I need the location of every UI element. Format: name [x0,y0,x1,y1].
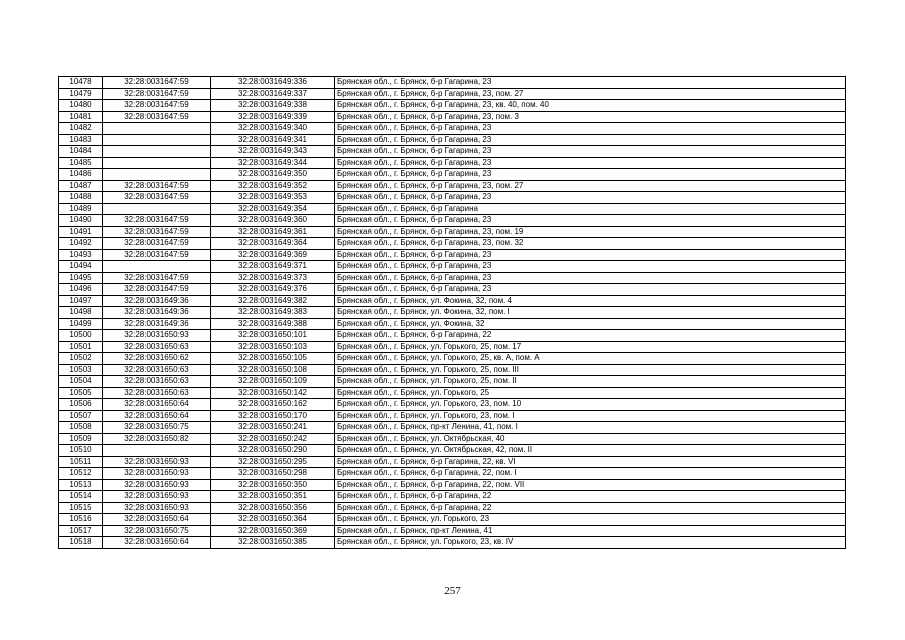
table-row [59,295,846,307]
cadastral-number-cell: 32:28:0031649:373 [211,272,335,284]
cadastral-number-cell: 32:28:0031649:388 [211,318,335,330]
row-number-cell: 10507 [59,410,103,422]
parent-cadastral-number-cell: 32:28:0031647:59 [103,77,211,89]
address-cell: Брянская обл., г. Брянск, б-р Гагарина, 23 [335,157,846,169]
cadastral-number-cell: 32:28:0031650:295 [211,456,335,468]
parent-cadastral-number-cell: 32:28:0031647:59 [103,284,211,296]
table-row [59,491,846,503]
parent-cadastral-number-cell: 32:28:0031647:59 [103,226,211,238]
parent-cadastral-number-cell: 32:28:0031650:63 [103,341,211,353]
address-cell: Брянская обл., г. Брянск, б-р Гагарина [335,203,846,215]
parent-cadastral-number-cell: 32:28:0031650:93 [103,468,211,480]
parent-cadastral-number-cell [103,261,211,273]
cadastral-number-cell: 32:28:0031649:350 [211,169,335,181]
table-row [59,376,846,388]
row-number-cell: 10494 [59,261,103,273]
table-row [59,514,846,526]
address-cell: Брянская обл., г. Брянск, б-р Гагарина, 22 [335,330,846,342]
cadastral-number-cell: 32:28:0031650:241 [211,422,335,434]
row-number-cell: 10500 [59,330,103,342]
table-row [59,146,846,158]
parent-cadastral-number-cell: 32:28:0031647:59 [103,249,211,261]
row-number-cell: 10510 [59,445,103,457]
row-number-cell: 10481 [59,111,103,123]
table-row [59,88,846,100]
cadastral-number-cell: 32:28:0031650:385 [211,537,335,549]
row-number-cell: 10499 [59,318,103,330]
row-number-cell: 10491 [59,226,103,238]
table-row [59,272,846,284]
row-number-cell: 10480 [59,100,103,112]
row-number-cell: 10490 [59,215,103,227]
address-cell: Брянская обл., г. Брянск, б-р Гагарина, 23 [335,215,846,227]
parent-cadastral-number-cell: 32:28:0031650:93 [103,479,211,491]
table-row [59,387,846,399]
cadastral-number-cell: 32:28:0031649:361 [211,226,335,238]
cadastral-number-cell: 32:28:0031649:371 [211,261,335,273]
row-number-cell: 10518 [59,537,103,549]
parent-cadastral-number-cell: 32:28:0031650:75 [103,525,211,537]
table-row [59,169,846,181]
address-cell: Брянская обл., г. Брянск, б-р Гагарина, 23 [335,284,846,296]
parent-cadastral-number-cell: 32:28:0031650:75 [103,422,211,434]
table-row [59,341,846,353]
cadastral-number-cell: 32:28:0031649:353 [211,192,335,204]
cadastral-number-cell: 32:28:0031649:338 [211,100,335,112]
address-cell: Брянская обл., г. Брянск, б-р Гагарина, 23, пом. 32 [335,238,846,250]
table-row [59,307,846,319]
parent-cadastral-number-cell: 32:28:0031647:59 [103,111,211,123]
parent-cadastral-number-cell: 32:28:0031650:64 [103,399,211,411]
address-cell: Брянская обл., г. Брянск, б-р Гагарина, 22, пом. I [335,468,846,480]
cadastral-number-cell: 32:28:0031650:364 [211,514,335,526]
row-number-cell: 10496 [59,284,103,296]
cadastral-number-cell: 32:28:0031649:360 [211,215,335,227]
address-cell: Брянская обл., г. Брянск, ул. Горького, 23, пом. I [335,410,846,422]
table-row [59,330,846,342]
table-row [59,215,846,227]
parent-cadastral-number-cell [103,146,211,158]
parent-cadastral-number-cell: 32:28:0031650:63 [103,387,211,399]
address-cell: Брянская обл., г. Брянск, ул. Фокина, 32, пом. 4 [335,295,846,307]
address-cell: Брянская обл., г. Брянск, ул. Горького, 23, кв. IV [335,537,846,549]
row-number-cell: 10509 [59,433,103,445]
parent-cadastral-number-cell: 32:28:0031650:93 [103,330,211,342]
table-row [59,134,846,146]
cadastral-number-cell: 32:28:0031649:339 [211,111,335,123]
parent-cadastral-number-cell [103,123,211,135]
parent-cadastral-number-cell [103,169,211,181]
parent-cadastral-number-cell: 32:28:0031649:36 [103,318,211,330]
row-number-cell: 10484 [59,146,103,158]
table-row [59,180,846,192]
cadastral-number-cell: 32:28:0031649:354 [211,203,335,215]
cadastral-number-cell: 32:28:0031650:350 [211,479,335,491]
parent-cadastral-number-cell: 32:28:0031650:93 [103,502,211,514]
cadastral-number-cell: 32:28:0031649:376 [211,284,335,296]
cadastral-number-cell: 32:28:0031650:142 [211,387,335,399]
cadastral-number-cell: 32:28:0031650:162 [211,399,335,411]
address-cell: Брянская обл., г. Брянск, б-р Гагарина, 22 [335,502,846,514]
table-row [59,77,846,89]
cadastral-number-cell: 32:28:0031649:369 [211,249,335,261]
table-row [59,399,846,411]
row-number-cell: 10492 [59,238,103,250]
row-number-cell: 10502 [59,353,103,365]
cadastral-number-cell: 32:28:0031649:364 [211,238,335,250]
table-row [59,433,846,445]
parent-cadastral-number-cell: 32:28:0031650:64 [103,410,211,422]
row-number-cell: 10501 [59,341,103,353]
row-number-cell: 10503 [59,364,103,376]
cadastral-number-cell: 32:28:0031650:105 [211,353,335,365]
parent-cadastral-number-cell: 32:28:0031650:93 [103,456,211,468]
table-row [59,364,846,376]
address-cell: Брянская обл., г. Брянск, б-р Гагарина, 23 [335,261,846,273]
address-cell: Брянская обл., г. Брянск, ул. Горького, 25, пом. 17 [335,341,846,353]
table-row [59,318,846,330]
cadastral-number-cell: 32:28:0031650:290 [211,445,335,457]
row-number-cell: 10478 [59,77,103,89]
row-number-cell: 10495 [59,272,103,284]
address-cell: Брянская обл., г. Брянск, б-р Гагарина, 23, пом. 27 [335,180,846,192]
row-number-cell: 10514 [59,491,103,503]
cadastral-number-cell: 32:28:0031650:369 [211,525,335,537]
table-row [59,100,846,112]
address-cell: Брянская обл., г. Брянск, б-р Гагарина, 22 [335,491,846,503]
address-cell: Брянская обл., г. Брянск, пр-кт Ленина, 41 [335,525,846,537]
parent-cadastral-number-cell: 32:28:0031650:93 [103,491,211,503]
parent-cadastral-number-cell: 32:28:0031647:59 [103,180,211,192]
table-row [59,249,846,261]
row-number-cell: 10482 [59,123,103,135]
cadastral-number-cell: 32:28:0031650:170 [211,410,335,422]
table-row [59,422,846,434]
row-number-cell: 10517 [59,525,103,537]
address-cell: Брянская обл., г. Брянск, ул. Горького, 25, пом. III [335,364,846,376]
address-cell: Брянская обл., г. Брянск, ул. Горького, 25, пом. II [335,376,846,388]
row-number-cell: 10493 [59,249,103,261]
parent-cadastral-number-cell: 32:28:0031649:36 [103,295,211,307]
address-cell: Брянская обл., г. Брянск, б-р Гагарина, 22, кв. VI [335,456,846,468]
cadastral-number-cell: 32:28:0031650:109 [211,376,335,388]
row-number-cell: 10505 [59,387,103,399]
table-row [59,445,846,457]
parent-cadastral-number-cell: 32:28:0031647:59 [103,215,211,227]
address-cell: Брянская обл., г. Брянск, б-р Гагарина, 23 [335,169,846,181]
parent-cadastral-number-cell: 32:28:0031647:59 [103,100,211,112]
parent-cadastral-number-cell [103,157,211,169]
table-row [59,203,846,215]
address-cell: Брянская обл., г. Брянск, ул. Октябрьская, 40 [335,433,846,445]
cadastral-number-cell: 32:28:0031650:242 [211,433,335,445]
cadastral-number-cell: 32:28:0031649:337 [211,88,335,100]
parent-cadastral-number-cell: 32:28:0031650:64 [103,514,211,526]
row-number-cell: 10508 [59,422,103,434]
parent-cadastral-number-cell [103,134,211,146]
parent-cadastral-number-cell [103,203,211,215]
table-row [59,353,846,365]
table-row [59,525,846,537]
parent-cadastral-number-cell: 32:28:0031647:59 [103,88,211,100]
table-row [59,157,846,169]
table-row [59,537,846,549]
cadastral-number-cell: 32:28:0031649:343 [211,146,335,158]
address-cell: Брянская обл., г. Брянск, ул. Горького, 23 [335,514,846,526]
address-cell: Брянская обл., г. Брянск, б-р Гагарина, 23, пом. 19 [335,226,846,238]
parent-cadastral-number-cell: 32:28:0031649:36 [103,307,211,319]
row-number-cell: 10485 [59,157,103,169]
address-cell: Брянская обл., г. Брянск, б-р Гагарина, 23 [335,134,846,146]
cadastral-number-cell: 32:28:0031650:351 [211,491,335,503]
table-row [59,479,846,491]
cadastral-number-cell: 32:28:0031649:352 [211,180,335,192]
table-row [59,261,846,273]
address-cell: Брянская обл., г. Брянск, б-р Гагарина, 23, пом. 27 [335,88,846,100]
address-cell: Брянская обл., г. Брянск, б-р Гагарина, 23, кв. 40, пом. 40 [335,100,846,112]
cadastral-number-cell: 32:28:0031649:382 [211,295,335,307]
table-row [59,111,846,123]
row-number-cell: 10511 [59,456,103,468]
address-cell: Брянская обл., г. Брянск, б-р Гагарина, 22, пом. VII [335,479,846,491]
address-cell: Брянская обл., г. Брянск, б-р Гагарина, 23 [335,272,846,284]
parent-cadastral-number-cell [103,445,211,457]
parent-cadastral-number-cell: 32:28:0031647:59 [103,192,211,204]
cadastral-registry-table [58,76,846,549]
row-number-cell: 10515 [59,502,103,514]
row-number-cell: 10488 [59,192,103,204]
parent-cadastral-number-cell: 32:28:0031650:62 [103,353,211,365]
page-number: 257 [444,585,461,597]
table-row [59,284,846,296]
table-row [59,502,846,514]
table-row [59,226,846,238]
cadastral-number-cell: 32:28:0031649:336 [211,77,335,89]
parent-cadastral-number-cell: 32:28:0031650:64 [103,537,211,549]
table-row [59,123,846,135]
address-cell: Брянская обл., г. Брянск, ул. Горького, 25 [335,387,846,399]
row-number-cell: 10479 [59,88,103,100]
row-number-cell: 10487 [59,180,103,192]
row-number-cell: 10513 [59,479,103,491]
row-number-cell: 10483 [59,134,103,146]
cadastral-number-cell: 32:28:0031650:103 [211,341,335,353]
row-number-cell: 10506 [59,399,103,411]
table-row [59,468,846,480]
address-cell: Брянская обл., г. Брянск, ул. Фокина, 32, пом. I [335,307,846,319]
cadastral-number-cell: 32:28:0031649:383 [211,307,335,319]
cadastral-number-cell: 32:28:0031649:344 [211,157,335,169]
address-cell: Брянская обл., г. Брянск, б-р Гагарина, 23 [335,146,846,158]
address-cell: Брянская обл., г. Брянск, ул. Горького, 23, пом. 10 [335,399,846,411]
table-row [59,410,846,422]
cadastral-number-cell: 32:28:0031650:108 [211,364,335,376]
parent-cadastral-number-cell: 32:28:0031647:59 [103,272,211,284]
address-cell: Брянская обл., г. Брянск, б-р Гагарина, 23 [335,249,846,261]
row-number-cell: 10498 [59,307,103,319]
row-number-cell: 10504 [59,376,103,388]
parent-cadastral-number-cell: 32:28:0031650:63 [103,364,211,376]
address-cell: Брянская обл., г. Брянск, ул. Октябрьская, 42, пом. II [335,445,846,457]
cadastral-number-cell: 32:28:0031650:101 [211,330,335,342]
address-cell: Брянская обл., г. Брянск, ул. Горького, 25, кв. А, пом. А [335,353,846,365]
address-cell: Брянская обл., г. Брянск, пр-кт Ленина, 41, пом. I [335,422,846,434]
address-cell: Брянская обл., г. Брянск, ул. Фокина, 32 [335,318,846,330]
row-number-cell: 10489 [59,203,103,215]
cadastral-number-cell: 32:28:0031650:298 [211,468,335,480]
table-row [59,456,846,468]
row-number-cell: 10516 [59,514,103,526]
address-cell: Брянская обл., г. Брянск, б-р Гагарина, 23 [335,77,846,89]
table-row [59,238,846,250]
registry-table-body [59,77,846,549]
parent-cadastral-number-cell: 32:28:0031647:59 [103,238,211,250]
row-number-cell: 10486 [59,169,103,181]
parent-cadastral-number-cell: 32:28:0031650:63 [103,376,211,388]
table-row [59,192,846,204]
address-cell: Брянская обл., г. Брянск, б-р Гагарина, 23, пом. 3 [335,111,846,123]
cadastral-number-cell: 32:28:0031649:340 [211,123,335,135]
row-number-cell: 10512 [59,468,103,480]
parent-cadastral-number-cell: 32:28:0031650:82 [103,433,211,445]
address-cell: Брянская обл., г. Брянск, б-р Гагарина, 23 [335,123,846,135]
address-cell: Брянская обл., г. Брянск, б-р Гагарина, 23 [335,192,846,204]
cadastral-number-cell: 32:28:0031649:341 [211,134,335,146]
cadastral-number-cell: 32:28:0031650:356 [211,502,335,514]
row-number-cell: 10497 [59,295,103,307]
